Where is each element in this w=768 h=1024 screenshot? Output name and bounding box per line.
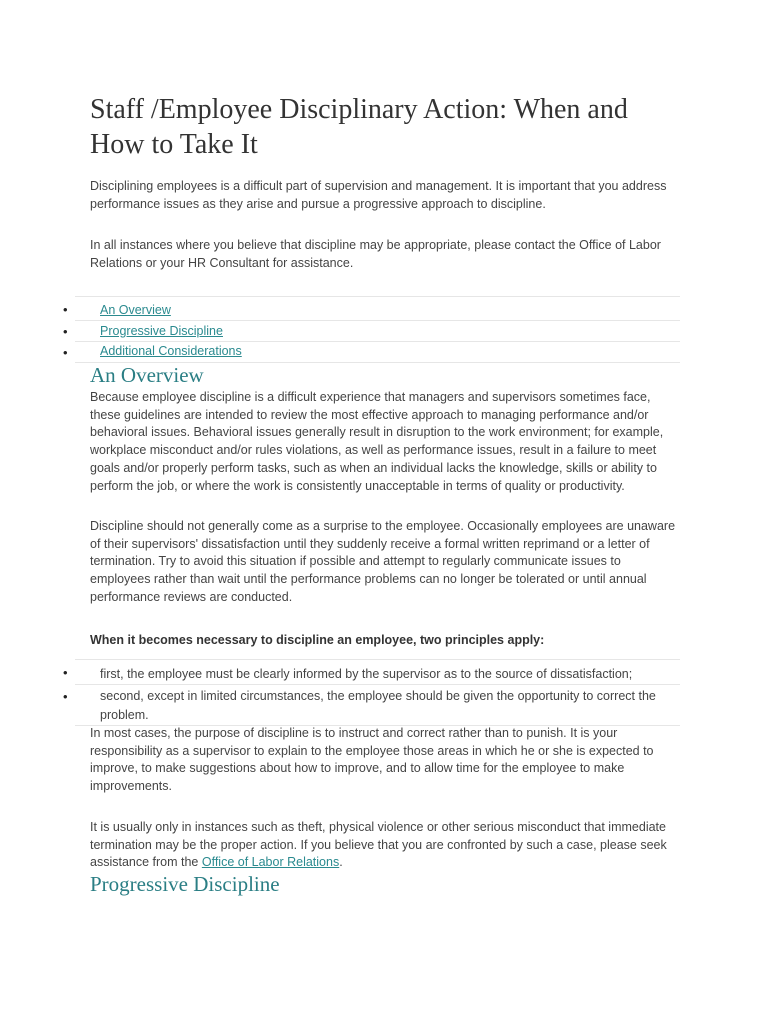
toc-item-progressive bbox=[63, 320, 680, 341]
overview-paragraph-1: Because employee discipline is a difficult experience that managers and supervisors sometimes face, these guidelines are intended to review the most effective approach to managing performance and/or behavioral issues. Behavioral issues generally result in disruption to the work environment; for example, workplace misconduct and/or rules violations, as well as performance issues, result in a failure to meet goals and/or properly perform tasks, such as when an individual lacks the knowledge, skills or ability to perform the job, or where the work is consistently unacceptable in terms of quality or productivity. bbox=[90, 390, 664, 493]
bullet-icon: • bbox=[63, 689, 68, 704]
principles-list bbox=[63, 659, 680, 726]
bullet-icon: • bbox=[63, 345, 68, 360]
toc-link-overview[interactable]: An Overview bbox=[100, 303, 171, 317]
list-item bbox=[63, 659, 680, 684]
toc-item-overview bbox=[63, 296, 680, 320]
purpose-paragraph: In most cases, the purpose of discipline is to instruct and correct rather than to punish. It is your responsibility as a supervisor to explain to the employee those areas in which he or she is expected to improve, to make suggestions about how to improve, and to allow time for the employee to make improvements. bbox=[90, 726, 654, 794]
principle-text: second, except in limited circumstances, the employee should be given the opportunity to correct the problem. bbox=[100, 689, 656, 722]
page-title: Staff /Employee Disciplinary Action: When and How to Take It bbox=[90, 94, 628, 160]
overview-paragraph-2: Discipline should not generally come as a surprise to the employee. Occasionally employees are unaware of their supervisors' dissatisfaction until they suddenly receive a formal written reprimand or a letter of termination. Try to avoid this situation if possible and attempt to regularly communicate issues to employees rather than wait until the performance problems can no longer be tolerated or until annual performance reviews are conducted. bbox=[90, 519, 676, 604]
toc-link-additional-considerations[interactable]: Additional Considerations bbox=[100, 344, 242, 358]
table-of-contents bbox=[63, 296, 680, 363]
bullet-icon: • bbox=[63, 302, 68, 317]
office-of-labor-relations-link[interactable]: Office of Labor Relations bbox=[201, 855, 340, 870]
closing-paragraph bbox=[90, 819, 680, 872]
toc-item-additional bbox=[63, 341, 680, 363]
list-item bbox=[63, 684, 680, 726]
principle-text: first, the employee must be clearly informed by the supervisor as to the source of dissatisfaction; bbox=[100, 667, 633, 681]
closing-period: . bbox=[339, 855, 343, 870]
intro-paragraph-1: Disciplining employees is a difficult part of supervision and management. It is important that you address performance issues as they arise and pursue a progressive approach to discipline. bbox=[90, 179, 667, 211]
intro-paragraph-2: In all instances where you believe that discipline may be appropriate, please contact the Office of Labor Relations or your HR Consultant for assistance. bbox=[90, 238, 661, 270]
bullet-icon: • bbox=[63, 665, 68, 680]
principles-lead: When it becomes necessary to discipline an employee, two principles apply: bbox=[90, 633, 545, 647]
section-heading-progressive-discipline: Progressive Discipline bbox=[90, 872, 280, 896]
toc-link-progressive-discipline[interactable]: Progressive Discipline bbox=[100, 324, 223, 338]
bullet-icon: • bbox=[63, 324, 68, 339]
section-heading-overview: An Overview bbox=[90, 363, 204, 387]
closing-paragraph-text: It is usually only in instances such as theft, physical violence or other serious misconduct that immediate termination may be the proper action. If you believe that you are confronted by such a case, please seek assistance from the bbox=[90, 820, 667, 870]
